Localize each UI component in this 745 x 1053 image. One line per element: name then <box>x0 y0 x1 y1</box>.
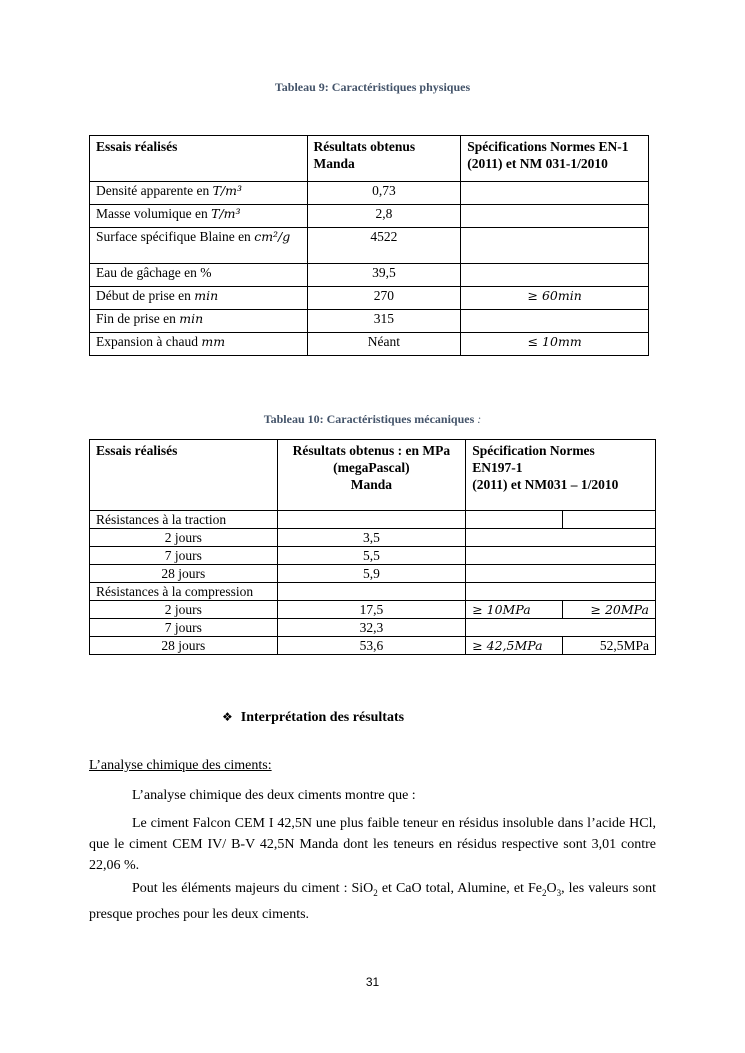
row-unit: T/m³ <box>211 206 241 221</box>
row-unit: min <box>194 288 219 303</box>
row-value: 3,5 <box>277 529 466 547</box>
row-unit: mm <box>201 334 226 349</box>
page-number: 31 <box>365 975 380 989</box>
row-spec <box>461 310 649 333</box>
table-row <box>90 637 656 655</box>
row-value: 4522 <box>307 228 461 264</box>
table-row <box>90 601 656 619</box>
row-value: 2,8 <box>307 205 461 228</box>
header-tests: Essais réalisés <box>90 440 278 511</box>
row-label: Fin de prise en <box>96 311 180 326</box>
table-row <box>90 583 656 601</box>
row-label: Eau de gâchage en % <box>96 265 212 280</box>
paragraph-1: L’analyse chimique des deux ciments montre que : <box>132 788 416 803</box>
table-row <box>90 182 649 205</box>
table-row <box>90 529 656 547</box>
row-label: Début de prise en <box>96 288 195 303</box>
row-age: 28 jours <box>90 565 278 583</box>
row-spec-a: ≥ 42,5MPa <box>466 637 563 655</box>
row-spec <box>461 228 649 264</box>
row-spec <box>461 205 649 228</box>
subheading: L’analyse chimique des ciments: <box>89 758 272 773</box>
table-row <box>90 287 649 310</box>
row-value: Néant <box>307 333 461 356</box>
table10-caption: Tableau 10: Caractéristiques mécaniques : <box>263 412 482 426</box>
mechanical-characteristics-table <box>89 439 656 655</box>
row-spec <box>461 264 649 287</box>
row-label: Expansion à chaud <box>96 334 202 349</box>
diamond-bullet-icon: ❖ <box>222 710 233 724</box>
row-label: Masse volumique en <box>96 206 212 221</box>
table-row <box>90 547 656 565</box>
row-age: 7 jours <box>90 547 278 565</box>
table-row <box>90 565 656 583</box>
physical-characteristics-table <box>89 135 649 356</box>
row-spec-b: ≥ 20MPa <box>563 601 656 619</box>
row-value: 5,5 <box>277 547 466 565</box>
table-row <box>90 333 649 356</box>
table9-caption: Tableau 9: Caractéristiques physiques <box>274 80 471 94</box>
paragraph-3: Pout les éléments majeurs du ciment : SiO$_2$ et CaO total, Alumine, et $Fe_2O_3$, les valeurs sont presque proches pour les deux ciments. <box>89 881 656 922</box>
header-results: Résultats obtenus : en MPa (megaPascal) Manda <box>277 440 466 511</box>
row-value: 39,5 <box>307 264 461 287</box>
row-value: 0,73 <box>307 182 461 205</box>
row-age: 7 jours <box>90 619 278 637</box>
row-value: 32,3 <box>277 619 466 637</box>
row-spec <box>461 182 649 205</box>
table-row <box>90 205 649 228</box>
table-row <box>90 310 649 333</box>
row-value: 315 <box>307 310 461 333</box>
header-specifications: Spécifications Normes EN-1 (2011) et NM 031-1/2010 <box>461 136 649 182</box>
table-row <box>90 619 656 637</box>
row-value: 53,6 <box>277 637 466 655</box>
row-value: 270 <box>307 287 461 310</box>
table-row <box>90 511 656 529</box>
row-age: 28 jours <box>90 637 278 655</box>
section-label-traction: Résistances à la traction <box>90 511 278 529</box>
row-label: Densité apparente en <box>96 183 213 198</box>
row-unit: min <box>179 311 204 326</box>
section-label-compression: Résistances à la compression <box>90 583 278 601</box>
row-value: 5,9 <box>277 565 466 583</box>
row-value: 17,5 <box>277 601 466 619</box>
header-results: Résultats obtenus Manda <box>307 136 461 182</box>
table-row <box>90 228 649 264</box>
row-label: Surface spécifique Blaine en <box>96 229 255 244</box>
row-unit: cm²/g <box>254 229 291 244</box>
row-age: 2 jours <box>90 601 278 619</box>
section-heading: ❖ Interprétation des résultats <box>222 710 405 725</box>
row-unit: T/m³ <box>212 183 242 198</box>
row-spec: ≥ 60min <box>461 287 649 310</box>
paragraph-2: Le ciment Falcon CEM I 42,5N une plus faible teneur en résidus insoluble dans l’acide HCl, que le ciment CEM IV/ B-V 42,5N Manda dont les teneurs en résidus respective sont 3,01 contre 22,06 %. <box>89 816 656 873</box>
table-row <box>90 264 649 287</box>
row-spec-a: ≥ 10MPa <box>466 601 563 619</box>
header-specifications: Spécification Normes EN197-1 (2011) et NM031 – 1/2010 <box>466 440 656 511</box>
header-tests: Essais réalisés <box>90 136 308 182</box>
row-spec-b: 52,5MPa <box>563 637 656 655</box>
row-spec: ≤ 10mm <box>461 333 649 356</box>
row-age: 2 jours <box>90 529 278 547</box>
